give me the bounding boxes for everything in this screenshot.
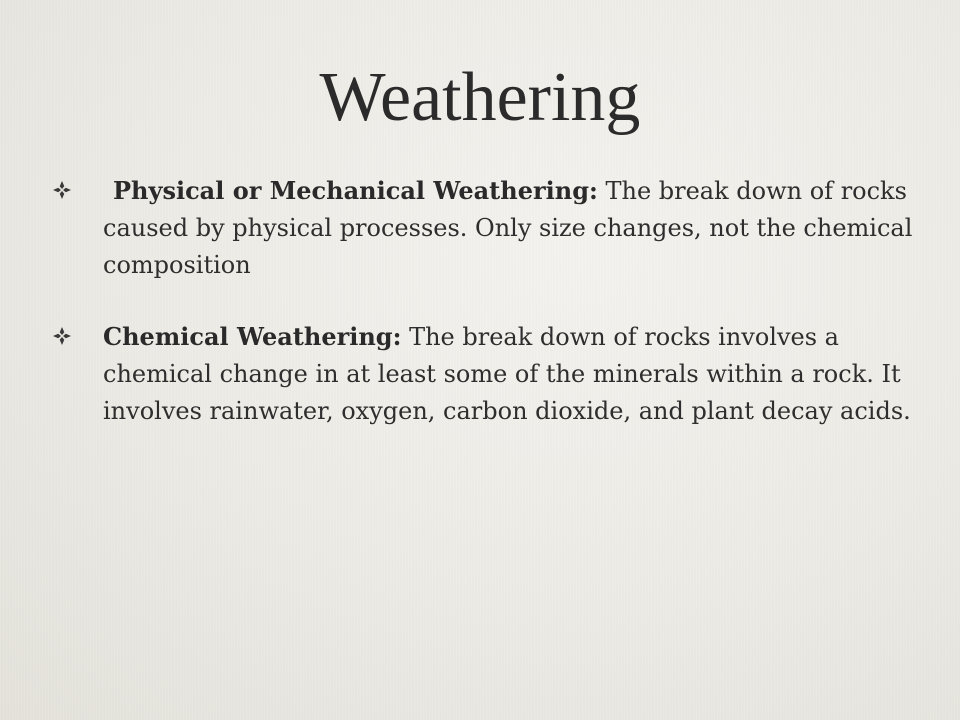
bullet-item-chemical-weathering xyxy=(0,318,960,430)
bullet-text: The break down of rocks caused by physical processes. Only size changes, not the chemical composition xyxy=(103,177,913,279)
bullet-text: The break down of rocks involves a chemical change in at least some of the minerals within a rock. It involves rainwater, oxygen, carbon dioxide, and plant decay acids. xyxy=(103,323,911,425)
diamond-four-petal-icon xyxy=(52,180,72,200)
bullet-term: Chemical Weathering: xyxy=(103,322,402,351)
diamond-four-petal-icon xyxy=(52,326,72,346)
bullet-term: Physical or Mechanical Weathering: xyxy=(113,176,598,205)
slide-title: Weathering xyxy=(319,59,641,136)
bullet-list xyxy=(0,172,960,464)
bullet-item-physical-weathering xyxy=(0,172,960,284)
